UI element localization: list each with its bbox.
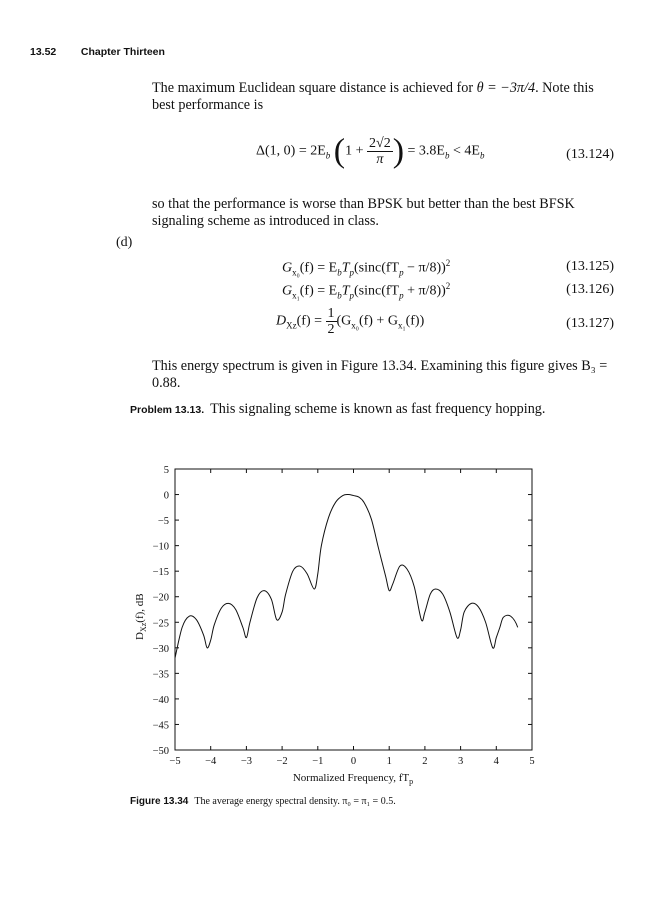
x-tick-label: 2 <box>422 756 428 767</box>
chapter-title: Chapter Thirteen <box>80 46 165 58</box>
x-tick-label: 1 <box>386 756 392 767</box>
equation-number-13-126: (13.126) <box>566 282 614 297</box>
equation-number-13-127: (13.127) <box>566 316 614 331</box>
y-tick-label: −15 <box>152 567 169 579</box>
y-tick-label: −5 <box>157 516 169 528</box>
x-tick-label: 0 <box>350 756 357 767</box>
y-tick-label: −30 <box>152 643 169 655</box>
part-label-d: (d) <box>116 235 133 250</box>
y-tick-label: −40 <box>152 694 169 706</box>
problem-text: This signaling scheme is known as fast frequency hopping. <box>210 401 546 417</box>
x-tick-label: −2 <box>276 756 288 767</box>
page-number: 13.52 <box>30 46 57 58</box>
x-tick-label: 4 <box>493 756 499 767</box>
paragraph-performance: so that the performance is worse than BPSK but better than the best BFSK signaling scheme as introduced in class. <box>152 196 575 229</box>
problem-label: Problem 13.13. <box>130 404 205 416</box>
paragraph-figure-reference: This energy spectrum is given in Figure 13.34. Examining this figure gives B₃ = 0.88. <box>152 358 608 391</box>
equation-13-127: $D_{Xz}(f)$ = $\frac{1}{2}$ $(G_{x_0}(f) + G_{x_1}(f))$ <box>276 306 425 337</box>
y-tick-label: −20 <box>152 592 169 604</box>
theta-condition: θ = −3π/4 <box>476 80 536 96</box>
intro-paragraph: The maximum Euclidean square distance is achieved for θ = −3π/4. Note this best performance is <box>152 80 594 113</box>
equation-13-126: $G_{x_1}(f) = E_bT_p(\sin c(fT_p + \pi/8))^2$ <box>282 281 451 301</box>
x-tick-label: −1 <box>312 756 324 767</box>
series-line-dxz <box>175 495 518 659</box>
equation-number-13-124: (13.124) <box>566 147 614 162</box>
x-tick-label: 5 <box>529 756 535 767</box>
caption-label: Figure 13.34 <box>130 796 189 807</box>
caption-text: The average energy spectral density. π₀ = π₁ = 0.5. <box>194 796 396 807</box>
y-tick-label: −35 <box>152 669 169 681</box>
y-tick-label: 0 <box>163 490 169 502</box>
y-tick-label: −10 <box>152 541 169 553</box>
y-tick-label: −25 <box>152 618 169 630</box>
equation-number-13-125: (13.125) <box>566 259 614 274</box>
y-tick-label: 5 <box>163 465 169 476</box>
equation-13-125: $G_{x_0}(f) = E_bT_p(\sin c(fT_p - \pi/8))^2$ <box>282 258 451 278</box>
x-tick-label: −3 <box>240 756 252 767</box>
x-tick-label: −4 <box>205 756 217 767</box>
figure-caption <box>130 796 396 807</box>
x-tick-label: 3 <box>457 756 464 767</box>
equation-13-124: Δ(1, $0) = 2E_b$ (1 + $\frac{2√2}{\pi}$ ) = $3.8E_b < 4E_b$ <box>256 132 485 170</box>
x-axis-label: Normalized Frequency, $fT_p$ <box>292 772 414 786</box>
plot-frame <box>175 469 532 750</box>
x-tick-label: −5 <box>169 756 181 767</box>
y-tick-label: −45 <box>152 720 169 732</box>
y-axis-label: $D_{Xz}(f)$, dB <box>134 593 148 640</box>
y-tick-label: −50 <box>152 746 169 757</box>
